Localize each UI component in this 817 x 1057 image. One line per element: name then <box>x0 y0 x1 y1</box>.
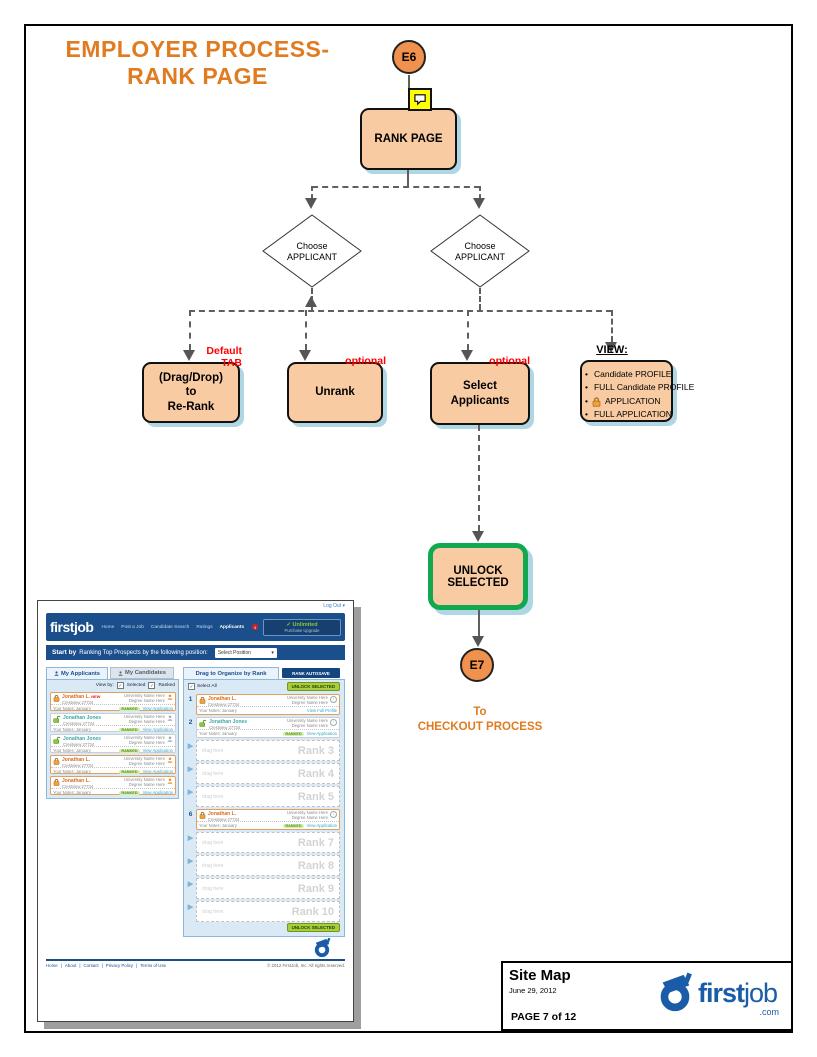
view-item: • FULL Candidate PROFILE <box>585 382 695 393</box>
ranked-badge: RANKED <box>285 823 302 828</box>
decision-left-label: Choose APPLICANT <box>286 241 337 262</box>
lock-closed-icon <box>53 778 60 786</box>
applicant-card[interactable]: Jonathan Jones Crestview 27734 University Name Here Degree Name Here Your Notes: January RANKED View Application <box>50 734 176 753</box>
nav-home[interactable]: Home <box>101 624 115 630</box>
empty-rank-slot[interactable]: drag here Rank 4 <box>196 763 340 784</box>
ranked-card[interactable]: Jonathan Jones Crestview 27734 University Name Here Degree Name Here i Your Notes: January RANKED View Application <box>196 717 340 738</box>
node-select-applicants: Select Applicants <box>430 362 530 425</box>
view-full-profile-link[interactable]: View Full Profile <box>307 708 337 713</box>
bullet-icon: • <box>585 395 588 406</box>
arrowhead-e7 <box>472 636 484 647</box>
doc-page-number: PAGE 7 of 12 <box>511 1011 577 1023</box>
connector-to-unrank <box>305 310 307 350</box>
ranked-badge: RANKED <box>285 731 302 736</box>
rank-slot-8[interactable] <box>186 855 342 876</box>
arrowhead-select <box>461 350 473 361</box>
ranked-card[interactable]: Jonathan L. Crestview 27734 University Name Here Degree Name Here i Your Notes: January RANKED View Application <box>196 809 340 830</box>
select-all-control[interactable]: ✓ Select All <box>189 684 217 689</box>
rank-slot-4[interactable] <box>186 763 342 784</box>
rank-number: 2 <box>188 719 193 726</box>
view-application-link[interactable]: View Application <box>142 748 173 753</box>
plan-upgrade-label[interactable]: Purchase Upgrade <box>284 627 320 633</box>
rank-slot-5[interactable] <box>186 786 342 807</box>
node-drag-drop-rerank: (Drag/Drop) to Re-Rank <box>142 362 240 423</box>
nav-applicants[interactable]: Applicants <box>219 624 245 630</box>
connector-to-select <box>467 310 469 350</box>
unlock-selected-button-bottom[interactable]: UNLOCK SELECTED <box>287 923 340 932</box>
nav-ratings[interactable]: Ratings <box>196 624 213 630</box>
copyright-text: © 2012 FirstJob, Inc. All rights reserved. <box>267 963 345 968</box>
connector-to-rerank <box>189 310 191 350</box>
slot-arrow-icon: ▶ <box>187 743 194 750</box>
person-icon <box>167 715 173 721</box>
ranked-badge: RANKED <box>121 769 138 774</box>
view-item: • APPLICATION <box>585 395 661 406</box>
rank-number: 1 <box>188 696 193 703</box>
lock-closed-icon <box>53 694 60 702</box>
ranked-badge: RANKED <box>121 727 138 732</box>
footer-contact[interactable]: Contact <box>83 963 99 968</box>
to-checkout-label: To CHECKOUT PROCESS <box>417 706 543 733</box>
start-by-text: Ranking Top Prospects by the following position: <box>79 649 208 656</box>
footer-divider <box>46 959 345 961</box>
firstjob-logo[interactable]: firstjob <box>50 619 94 635</box>
bullet-icon: • <box>585 409 588 420</box>
rank-panel <box>183 679 345 937</box>
title-block <box>501 961 793 1031</box>
person-icon <box>167 757 173 763</box>
tab-drag-organize-rank[interactable]: Drag to Organize by Rank <box>183 667 279 679</box>
tag-optional-unrank: optional <box>345 355 386 367</box>
applicants-panel <box>46 679 179 799</box>
slot-arrow-icon: ▶ <box>187 858 194 865</box>
start-node-e6 <box>392 40 426 74</box>
start-node-e6-label: E6 <box>401 50 417 64</box>
empty-rank-slot[interactable]: drag here Rank 3 <box>196 740 340 761</box>
nav-candidate-search[interactable]: Candidate Search <box>150 624 190 630</box>
view-application-link[interactable]: View Application <box>142 769 173 774</box>
person-icon <box>167 694 173 700</box>
firstjob-logo-large <box>652 971 777 1015</box>
person-icon <box>167 736 173 742</box>
view-item: • Candidate PROFILE <box>585 368 672 379</box>
footer-home[interactable]: Home <box>46 963 58 968</box>
nav-post-job[interactable]: Post a Job <box>121 624 144 630</box>
view-application-link[interactable]: View Application <box>306 731 337 736</box>
connector-bus <box>189 310 612 312</box>
empty-rank-slot[interactable]: drag here Rank 5 <box>196 786 340 807</box>
arrowhead-unlock <box>472 531 484 542</box>
person-icon <box>54 671 59 676</box>
checkbox-selected[interactable]: ✓ <box>118 683 123 688</box>
node-unlock-selected: UNLOCK SELECTED <box>428 543 528 610</box>
lock-closed-icon <box>199 696 206 704</box>
doc-title: Site Map <box>509 967 571 984</box>
applicant-card[interactable]: Jonathan Jones Crestview 27734 University Name Here Degree Name Here Your Notes: January RANKED View Application <box>50 713 176 732</box>
rank-slot-2[interactable] <box>186 717 342 738</box>
connector-to-view <box>611 310 613 342</box>
lock-closed-icon <box>53 757 60 765</box>
caret-down-icon: ▾ <box>271 649 274 656</box>
rank-slot-6[interactable] <box>186 809 342 830</box>
bullet-icon: • <box>585 382 588 393</box>
tab-my-applicants[interactable]: My Applicants <box>46 667 108 679</box>
info-icon[interactable]: i <box>330 719 337 726</box>
tag-optional-select: optional <box>489 355 530 367</box>
person-icon <box>167 778 173 784</box>
slot-arrow-icon: ▶ <box>187 835 194 842</box>
tag-tab: TAB <box>221 357 242 369</box>
lock-closed-icon <box>199 811 206 819</box>
node-rank-page <box>360 108 457 170</box>
view-application-link[interactable]: View Application <box>142 727 173 732</box>
tab-my-candidates[interactable]: My Candidates <box>110 667 174 679</box>
rank-slot-7[interactable] <box>186 832 342 853</box>
view-application-link[interactable]: View Application <box>142 706 173 711</box>
slot-arrow-icon: ▶ <box>187 881 194 888</box>
logo-tld: .com <box>759 1006 779 1017</box>
ranked-badge: RANKED <box>121 790 138 795</box>
empty-rank-slot[interactable]: drag here Rank 8 <box>196 855 340 876</box>
applicant-card[interactable]: Jonathan L. Crestview 27734 University Name Here Degree Name Here Your Notes: January RANKED View Application <box>50 755 176 774</box>
view-by-filter: View by: ✓ Selected ✓ Ranked <box>95 683 175 688</box>
ranked-badge: RANKED <box>121 748 138 753</box>
rank-slot-9[interactable] <box>186 878 342 899</box>
footer-terms[interactable]: Terms of Use <box>140 963 167 968</box>
rank-slot-10[interactable] <box>186 901 342 922</box>
rank-page-screenshot <box>37 600 354 1022</box>
start-by-bar <box>46 645 345 660</box>
doc-date: June 29, 2012 <box>509 986 557 995</box>
connector-right-diamond-down <box>479 288 481 310</box>
connector-e6-rankpage <box>408 75 410 89</box>
applicants-count-badge: 4 <box>254 624 257 630</box>
lock-open-icon <box>53 715 61 723</box>
rank-slot-3[interactable] <box>186 740 342 761</box>
connector-select-unlock <box>478 425 480 531</box>
speech-balloon-glyph <box>413 93 428 106</box>
footer-about[interactable]: About <box>64 963 77 968</box>
arrowhead-rerank <box>183 350 195 361</box>
logout-link[interactable]: Log Out ▾ <box>323 603 345 609</box>
decision-right-label: Choose APPLICANT <box>454 241 505 262</box>
checkbox-ranked[interactable]: ✓ <box>150 683 154 688</box>
empty-rank-slot[interactable]: drag here Rank 10 <box>196 901 340 922</box>
lock-closed-icon <box>591 396 602 407</box>
main-nav <box>101 624 258 630</box>
empty-rank-slot[interactable]: drag here Rank 7 <box>196 832 340 853</box>
footer-privacy[interactable]: Privacy Policy <box>105 963 134 968</box>
site-header <box>46 613 345 641</box>
end-node-e7-label: E7 <box>469 658 485 672</box>
slot-arrow-icon: ▶ <box>187 766 194 773</box>
node-view-options <box>580 360 695 422</box>
info-icon[interactable]: i <box>330 811 337 818</box>
view-node-title: VIEW: <box>596 344 628 356</box>
info-icon[interactable]: i <box>330 696 337 703</box>
page-title-line1: EMPLOYER PROCESS- <box>65 36 330 62</box>
connector-split <box>312 186 480 188</box>
view-application-link[interactable]: View Application <box>306 823 337 828</box>
empty-rank-slot[interactable]: drag here Rank 9 <box>196 878 340 899</box>
end-node-e7 <box>460 648 494 682</box>
plan-unlimited-label: ✓ Unlimited <box>286 621 318 628</box>
start-by-bold: Start by <box>52 649 77 656</box>
connector-stub <box>407 170 409 187</box>
view-application-link[interactable]: View Application <box>142 790 173 795</box>
page-title <box>40 36 355 90</box>
comment-bubble-icon <box>408 88 432 111</box>
decision-choose-applicant-left <box>262 214 362 288</box>
applicant-card[interactable]: Jonathan L.NEW Crestview 27734 University Name Here Degree Name Here Your Notes: January RANKED View Application <box>50 692 176 711</box>
applicant-card[interactable]: Jonathan L. Crestview 27734 University Name Here Degree Name Here Your Notes: January RANKED View Application <box>50 776 176 795</box>
position-select[interactable]: Select Position ▾ <box>215 648 277 658</box>
page-title-line2: RANK PAGE <box>127 63 268 90</box>
firstjob-mascot-icon <box>652 971 698 1015</box>
decision-choose-applicant-right <box>430 214 530 288</box>
firstjob-wordmark: firstjob .com <box>697 977 779 1017</box>
rank-number: 6 <box>188 811 193 818</box>
site-footer: Home | About | Contact | Privacy Policy | Terms of Use © 2012 FirstJob, Inc. All rights reserved. <box>46 963 345 968</box>
lock-open-icon <box>199 719 207 727</box>
ranked-card[interactable]: Jonathan L. Crestview 27734 University Name Here Degree Name Here i Your Notes: January View Full Profile <box>196 694 340 715</box>
arrowhead-return-up <box>305 296 317 307</box>
unlock-selected-button-top[interactable]: UNLOCK SELECTED <box>287 682 340 691</box>
person-icon <box>118 671 123 676</box>
bullet-icon: • <box>585 368 588 379</box>
ranked-badge: RANKED <box>121 706 138 711</box>
rank-autosave-badge: RANK AUTOSAVE <box>282 668 340 678</box>
arrowhead-unrank <box>299 350 311 361</box>
view-item: • FULL APPLICATION <box>585 409 672 420</box>
arrowhead-left-diamond <box>305 198 317 209</box>
node-unrank: Unrank <box>287 362 383 423</box>
arrowhead-right-diamond <box>473 198 485 209</box>
connector-unlock-e7 <box>478 610 480 636</box>
tag-default: Default <box>206 345 242 357</box>
lock-open-icon <box>53 736 61 744</box>
rank-slot-1[interactable] <box>186 694 342 715</box>
plan-status-box[interactable] <box>263 619 341 636</box>
slot-arrow-icon: ▶ <box>187 904 194 911</box>
node-rank-page-label: RANK PAGE <box>374 132 443 145</box>
checkbox-select-all[interactable]: ✓ <box>189 684 194 689</box>
slot-arrow-icon: ▶ <box>187 789 194 796</box>
